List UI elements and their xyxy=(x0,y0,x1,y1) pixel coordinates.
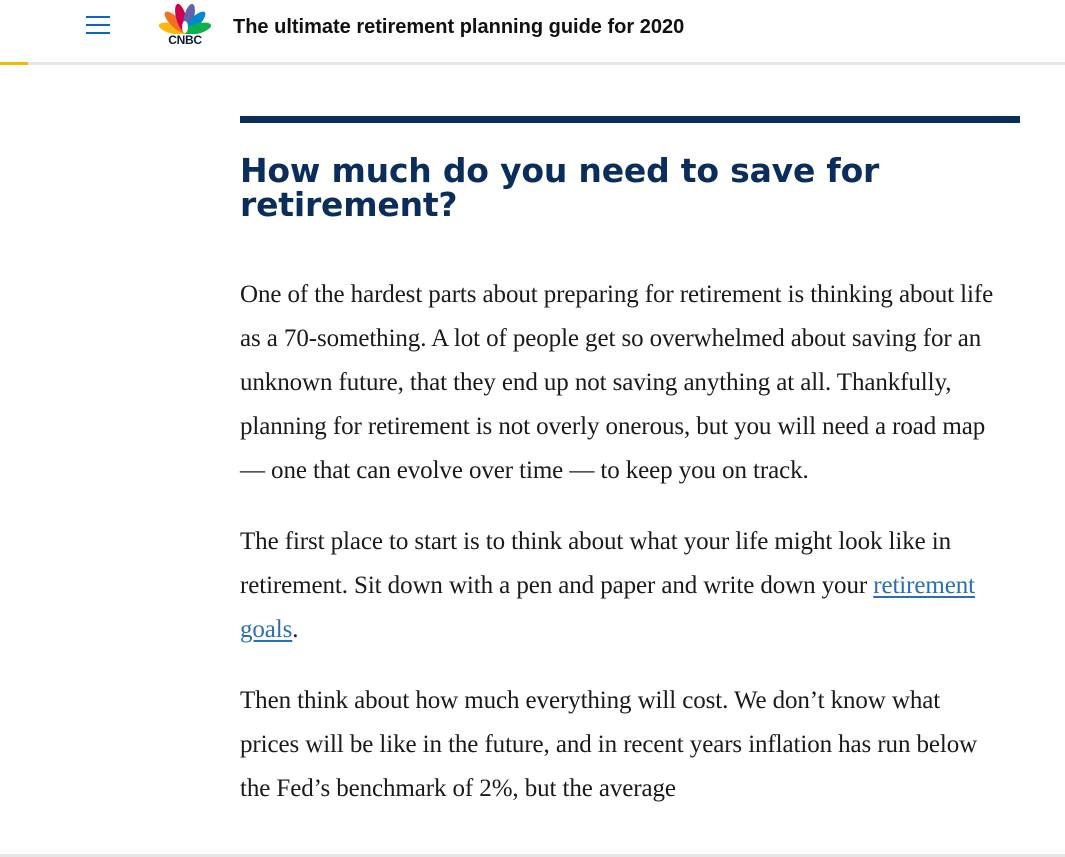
hamburger-menu-icon[interactable] xyxy=(86,14,112,36)
retirement-goals-link[interactable]: retirement goals xyxy=(240,572,975,643)
paragraph: One of the hardest parts about preparing for retirement is thinking about life as a 70-something. A lot of people get so overwhelmed about saving for an unknown future, that they end up not saving anything at all. Thankfully, planning for retirement is not overly onerous, but you will need a road map — one that can evolve over time — to keep you on track. xyxy=(240,281,994,484)
paragraph-text: . xyxy=(292,616,299,643)
section-heading: How much do you need to save for retirement? xyxy=(240,151,880,224)
paragraph xyxy=(240,520,1000,652)
reading-progress-bar xyxy=(0,62,28,65)
paragraph-text: The first place to start is to think about what your life might look like in retirement. Sit down with a pen and paper and write down your xyxy=(240,528,952,599)
cnbc-logo[interactable] xyxy=(153,0,217,46)
guide-title[interactable]: The ultimate retirement planning guide for 2020 xyxy=(233,16,685,38)
header-divider xyxy=(0,62,1065,65)
peacock-icon xyxy=(153,0,217,34)
article-section xyxy=(240,116,1020,811)
paragraph: Then think about how much everything will cost. We don’t know what prices will be like in the future, and in recent years inflation has run below the Fed’s benchmark of 2%, but the average xyxy=(240,687,978,802)
site-header xyxy=(0,0,1065,62)
section-divider xyxy=(240,116,1020,123)
logo-wordmark: CNBC xyxy=(168,33,202,47)
